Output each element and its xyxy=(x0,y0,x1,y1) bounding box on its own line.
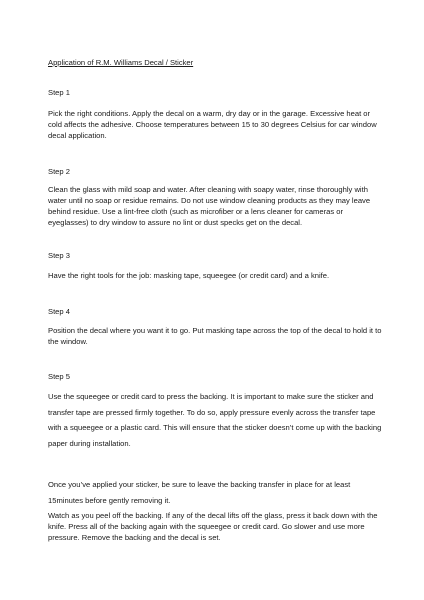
step-4-body: Position the decal where you want it to go. Put masking tape across the top of the decal to hold it to the window. xyxy=(48,326,382,346)
step-3-body: Have the right tools for the job: masking tape, squeegee (or credit card) and a knife. xyxy=(48,271,330,280)
step-1-heading: Step 1 xyxy=(48,88,70,97)
document-title: Application of R.M. Williams Decal / Sticker xyxy=(48,58,194,67)
step-2-body: Clean the glass with mild soap and water. After cleaning with soapy water, rinse thoroughly with water until no soap or residue remains. Do not use window cleaning products as they may leave behind residue. Use a lint-free cloth (such as microfiber or a lens cleaner for cameras or eyeglasses) to dry window to assure no lint or dust specks get on the decal. xyxy=(48,185,371,227)
step-5-body: Use the squeegee or credit card to press the backing. It is important to make sure the sticker and transfer tape are pressed firmly together. To do so, apply pressure evenly across the transfer tape with a squeegee or a plastic card. This will ensure that the sticker doesn’t come up with the backing paper during installation. xyxy=(48,392,382,448)
step-3-heading: Step 3 xyxy=(48,251,70,260)
step-5-heading: Step 5 xyxy=(48,372,70,381)
step-4-heading: Step 4 xyxy=(48,307,70,316)
step-1-body: Pick the right conditions. Apply the decal on a warm, dry day or in the garage. Excessive heat or cold affects the adhesive. Choose temperatures between 15 to 30 degrees Celsius for car window decal application. xyxy=(48,109,377,140)
backing-transfer-paragraph: Once you’ve applied your sticker, be sure to leave the backing transfer in place for at least 15minutes before gently removing it. xyxy=(48,480,351,505)
step-2-heading: Step 2 xyxy=(48,167,70,176)
peel-backing-paragraph: Watch as you peel off the backing. If any of the decal lifts off the glass, press it back down with the knife. Press all of the backing again with the squeegee or credit card. Go slower and use more pressure. Remove the backing and the decal is set. xyxy=(48,511,378,542)
